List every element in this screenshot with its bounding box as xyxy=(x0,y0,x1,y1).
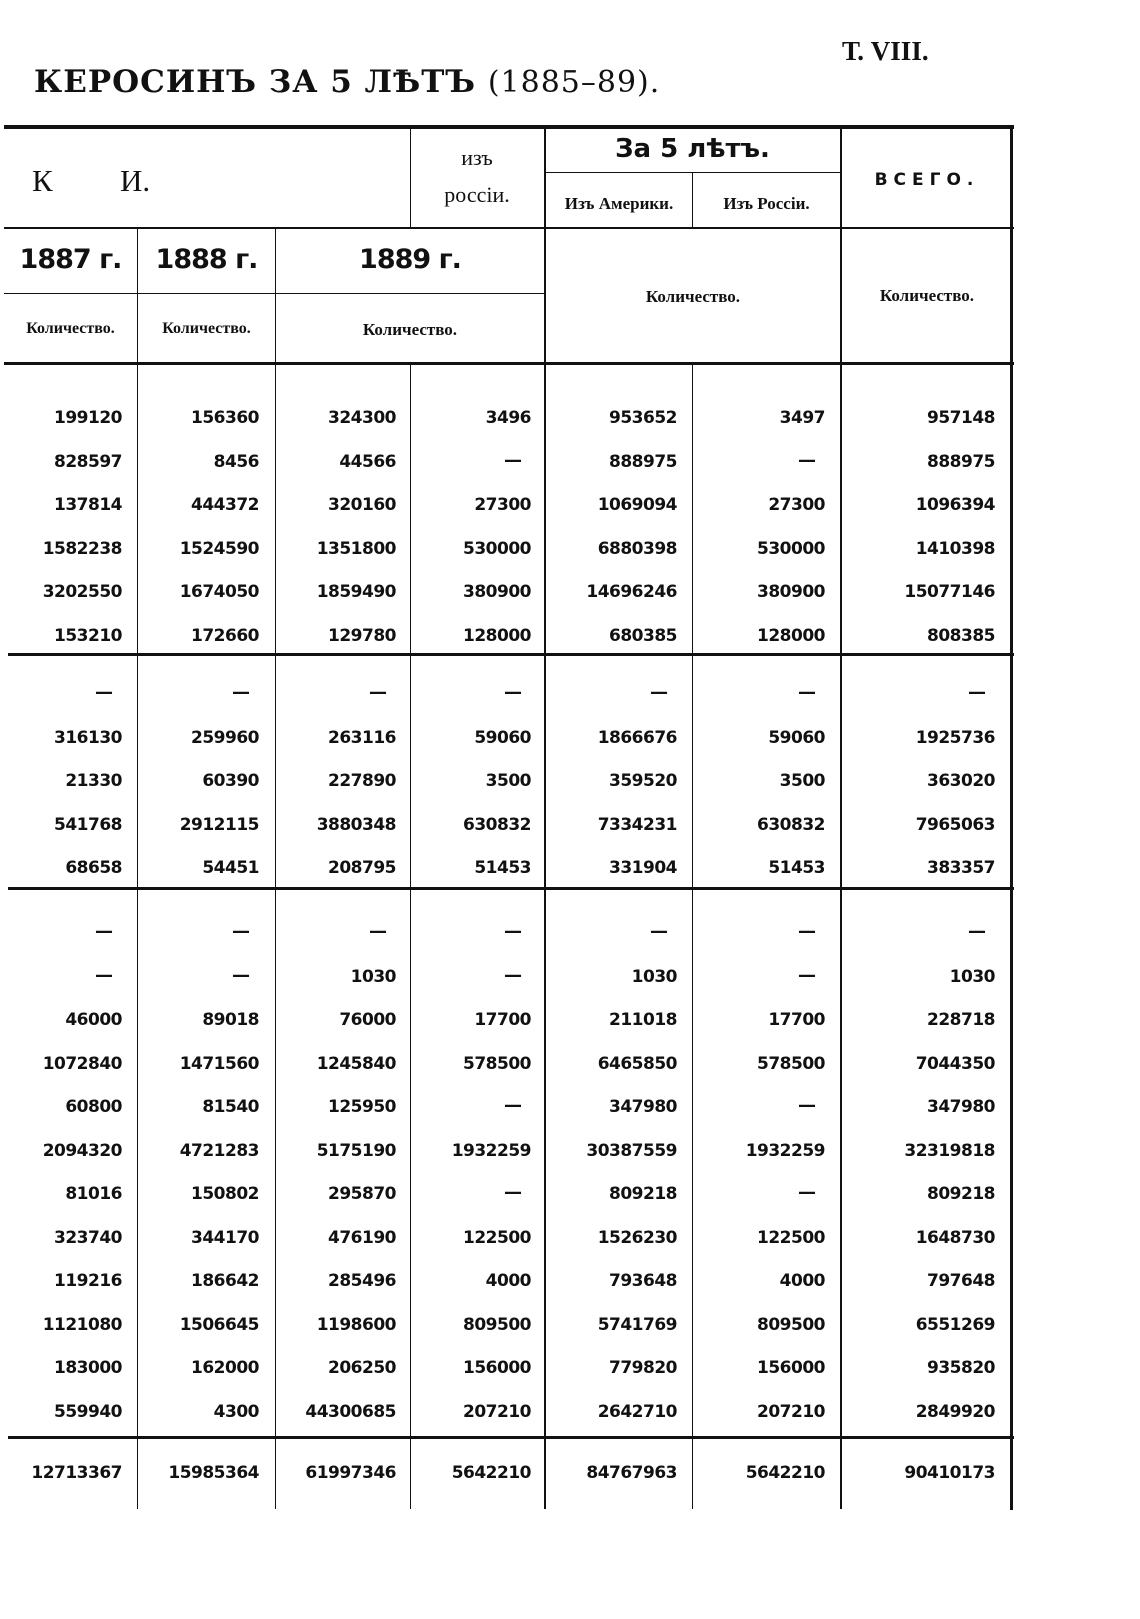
table-cell: 186642 xyxy=(191,1271,259,1291)
table-cell: — xyxy=(232,921,250,942)
table-cell: 81540 xyxy=(202,1097,259,1117)
table-cell: — xyxy=(798,1182,816,1203)
header-i: И. xyxy=(120,163,151,198)
table-cell: 206250 xyxy=(328,1358,396,1378)
table-cell: 44566 xyxy=(339,451,396,472)
table-cell: 530000 xyxy=(463,538,531,559)
table-cell: — xyxy=(650,921,668,942)
table-cell: 1524590 xyxy=(179,538,259,559)
table-cell: 1198600 xyxy=(316,1314,396,1335)
table-cell: 227890 xyxy=(328,771,396,791)
table-cell: 128000 xyxy=(757,625,825,646)
header-year-1887: 1887 г. xyxy=(19,244,122,275)
table-cell: 295870 xyxy=(328,1184,396,1204)
header-qty-1888: Количество. xyxy=(162,320,251,337)
table-cell: 1030 xyxy=(350,966,396,987)
table-cell: 54451 xyxy=(202,858,259,878)
table-cell: 1582238 xyxy=(42,538,122,559)
table-cell: 7965063 xyxy=(915,814,995,835)
table-cell: 1648730 xyxy=(915,1227,995,1248)
header-qty-1887: Количество. xyxy=(26,320,115,337)
table-header-rule xyxy=(4,227,1014,229)
title-main: КЕРОСИНЪ ЗА 5 ЛѢТЪ xyxy=(34,64,477,100)
table-cell: 46000 xyxy=(65,1010,122,1030)
table-cell: 380900 xyxy=(757,582,825,602)
table-cell: 81016 xyxy=(65,1184,122,1204)
table-cell: 30387559 xyxy=(586,1140,677,1161)
table-cell: 125950 xyxy=(328,1097,396,1117)
table-cell: 7334231 xyxy=(597,814,677,835)
table-cell: 129780 xyxy=(328,625,396,646)
table-cell: 793648 xyxy=(609,1271,677,1291)
total-cell: 61997346 xyxy=(305,1463,396,1483)
table-cell: 809500 xyxy=(757,1314,825,1335)
table-cell: 122500 xyxy=(757,1227,825,1248)
table-head-bottom-rule xyxy=(4,362,1014,365)
table-cell: 44300685 xyxy=(305,1401,396,1422)
section-rule-1 xyxy=(8,653,1014,656)
table-cell: 809218 xyxy=(609,1184,677,1204)
header-year-1888: 1888 г. xyxy=(155,244,258,275)
table-cell: 3500 xyxy=(485,771,531,791)
table-cell: 21330 xyxy=(65,771,122,791)
table-cell: 1030 xyxy=(949,966,995,987)
table-cell: 119216 xyxy=(54,1271,122,1291)
header-from-russia-2: россіи. xyxy=(444,182,510,207)
table-cell: 15077146 xyxy=(904,582,995,602)
table-cell: 1030 xyxy=(631,966,677,987)
table-cell: — xyxy=(504,921,522,942)
header-from-russia-sub: Изъ Россіи. xyxy=(723,194,810,213)
table-cell: 172660 xyxy=(191,625,259,646)
table-cell: 8456 xyxy=(213,451,259,472)
table-cell: 137814 xyxy=(54,495,122,515)
table-cell: — xyxy=(504,964,522,986)
table-cell: 1410398 xyxy=(915,538,995,559)
table-cell: 363020 xyxy=(927,771,995,791)
table-cell: — xyxy=(798,682,816,703)
header-total: ВСЕГО. xyxy=(874,170,980,190)
table-cell: 380900 xyxy=(463,582,531,602)
header-qty-5-years: Количество. xyxy=(645,287,741,306)
table-cell: — xyxy=(232,682,250,703)
table-cell: 344170 xyxy=(191,1227,259,1248)
table-cell: — xyxy=(650,682,668,703)
table-cell: 228718 xyxy=(927,1010,995,1030)
table-cell: 6551269 xyxy=(915,1314,995,1335)
header-for-5-years: За 5 лѣтъ. xyxy=(615,134,770,164)
table-cell: — xyxy=(504,1182,522,1203)
table-cell: 680385 xyxy=(609,625,677,646)
table-cell: 578500 xyxy=(757,1053,825,1074)
total-cell: 15985364 xyxy=(168,1463,259,1483)
table-cell: 27300 xyxy=(768,495,825,515)
table-right-rule xyxy=(1010,125,1013,1510)
table-cell: 828597 xyxy=(54,451,122,472)
header-qty-total: Количество. xyxy=(879,286,975,305)
table-cell: — xyxy=(95,682,113,703)
table-cell: 1932259 xyxy=(745,1140,825,1161)
table-cell: 1096394 xyxy=(915,495,995,515)
table-cell: 630832 xyxy=(463,814,531,835)
table-cell: 156000 xyxy=(463,1358,531,1378)
table-cell: 1351800 xyxy=(316,538,396,559)
total-cell: 84767963 xyxy=(586,1463,677,1483)
table-cell: 444372 xyxy=(191,495,259,515)
table-cell: 27300 xyxy=(474,495,531,515)
table-cell: 122500 xyxy=(463,1227,531,1248)
table-cell: 541768 xyxy=(54,814,122,835)
table-cell: — xyxy=(369,682,387,703)
table-cell: 1121080 xyxy=(42,1314,122,1335)
table-cell: 1526230 xyxy=(597,1227,677,1248)
col-line-5b xyxy=(692,365,693,1509)
table-cell: 207210 xyxy=(463,1401,531,1422)
table-cell: 6465850 xyxy=(597,1053,677,1074)
table-cell: — xyxy=(232,964,250,986)
header-year-1889: 1889 г. xyxy=(359,244,461,275)
table-cell: 808385 xyxy=(927,625,995,646)
table-cell: — xyxy=(504,449,522,471)
table-cell: 324300 xyxy=(328,408,396,428)
table-cell: 530000 xyxy=(757,538,825,559)
table-cell: 1932259 xyxy=(451,1140,531,1161)
header-k: К xyxy=(32,163,53,198)
table-cell: 809218 xyxy=(927,1184,995,1204)
table-cell: 331904 xyxy=(609,858,677,878)
table-cell: 76000 xyxy=(339,1010,396,1030)
col-line-3 xyxy=(410,129,411,229)
table-cell: 4000 xyxy=(779,1271,825,1291)
table-cell: 60800 xyxy=(65,1097,122,1117)
table-cell: 1506645 xyxy=(179,1314,259,1335)
table-cell: 957148 xyxy=(927,408,995,428)
table-cell: 285496 xyxy=(328,1271,396,1291)
table-cell: — xyxy=(369,921,387,942)
total-cell: 5642210 xyxy=(451,1463,531,1483)
total-cell: 12713367 xyxy=(31,1463,122,1483)
table-cell: — xyxy=(504,1095,522,1116)
table-cell: 1866676 xyxy=(597,727,677,748)
table-cell: 183000 xyxy=(54,1358,122,1378)
page-title xyxy=(34,64,660,100)
table-cell: — xyxy=(968,921,986,942)
table-cell: 1925736 xyxy=(915,727,995,748)
totals-rule xyxy=(8,1436,1014,1439)
table-cell: 809500 xyxy=(463,1314,531,1335)
table-cell: 2094320 xyxy=(42,1140,122,1161)
table-cell: 1069094 xyxy=(597,495,677,515)
table-cell: 7044350 xyxy=(915,1053,995,1074)
table-cell: 935820 xyxy=(927,1358,995,1378)
table-cell: 1674050 xyxy=(179,582,259,602)
table-cell: 207210 xyxy=(757,1401,825,1422)
table-cell: 2849920 xyxy=(915,1401,995,1422)
table-cell: 153210 xyxy=(54,625,122,646)
table-cell: 3880348 xyxy=(316,814,396,835)
table-cell: 59060 xyxy=(768,727,825,748)
table-cell: 3496 xyxy=(485,408,531,428)
table-cell: 347980 xyxy=(609,1097,677,1117)
table-cell: — xyxy=(798,1095,816,1116)
total-cell: 90410173 xyxy=(904,1463,995,1483)
table-cell: 1072840 xyxy=(42,1053,122,1074)
title-years: (1885–89). xyxy=(487,65,661,100)
table-cell: 199120 xyxy=(54,408,122,428)
table-cell: 383357 xyxy=(927,858,995,878)
table-cell: 150802 xyxy=(191,1184,259,1204)
table-cell: 2642710 xyxy=(597,1401,677,1422)
table-cell: 211018 xyxy=(609,1010,677,1030)
total-cell: 5642210 xyxy=(745,1463,825,1483)
table-cell: 51453 xyxy=(474,858,531,878)
table-cell: 888975 xyxy=(927,451,995,472)
table-cell: 888975 xyxy=(609,451,677,472)
table-cell: 320160 xyxy=(328,495,396,515)
table-cell: 3202550 xyxy=(42,582,122,602)
table-cell: 259960 xyxy=(191,727,259,748)
table-cell: 263116 xyxy=(328,727,396,748)
section-rule-2 xyxy=(8,887,1014,890)
table-cell: 17700 xyxy=(474,1010,531,1030)
col-line-3b xyxy=(410,365,411,1509)
table-top-rule xyxy=(4,125,1014,129)
header-from-america: Изъ Америки. xyxy=(564,194,674,213)
table-cell: 476190 xyxy=(328,1227,396,1248)
header-qty-1889: Количество. xyxy=(362,320,458,339)
table-cell: 630832 xyxy=(757,814,825,835)
table-cell: — xyxy=(95,964,113,986)
table-cell: — xyxy=(798,449,816,471)
table-cell: 156000 xyxy=(757,1358,825,1378)
table-cell: 578500 xyxy=(463,1053,531,1074)
table-cell: 2912115 xyxy=(179,814,259,835)
table-cell: 559940 xyxy=(54,1401,122,1422)
table-cell: 51453 xyxy=(768,858,825,878)
table-cell: 60390 xyxy=(202,771,259,791)
table-cell: 162000 xyxy=(191,1358,259,1378)
table-cell: 347980 xyxy=(927,1097,995,1117)
table-cell: 32319818 xyxy=(904,1140,995,1161)
table-cell: — xyxy=(504,682,522,703)
table-cell: 59060 xyxy=(474,727,531,748)
table-cell: — xyxy=(968,682,986,703)
table-cell: 128000 xyxy=(463,625,531,646)
table-cell: 5741769 xyxy=(597,1314,677,1335)
table-cell: 3497 xyxy=(779,408,825,428)
page-id: Т. VIII. xyxy=(842,36,929,66)
table-cell: 14696246 xyxy=(586,582,677,602)
table-cell: 17700 xyxy=(768,1010,825,1030)
table-cell: — xyxy=(798,921,816,942)
table-cell: 779820 xyxy=(609,1358,677,1378)
table-cell: 1859490 xyxy=(316,582,396,602)
table-cell: 4721283 xyxy=(179,1140,259,1161)
table-cell: 208795 xyxy=(328,858,396,878)
table-cell: 953652 xyxy=(609,408,677,428)
table-cell: 5175190 xyxy=(316,1140,396,1161)
table-cell: 1471560 xyxy=(179,1053,259,1074)
table-cell: 3500 xyxy=(779,771,825,791)
table-cell: 1245840 xyxy=(316,1053,396,1074)
table-cell: 316130 xyxy=(54,727,122,748)
table-cell: 4300 xyxy=(213,1401,259,1422)
table-cell: 4000 xyxy=(485,1271,531,1291)
table-cell: — xyxy=(798,964,816,986)
table-cell: 6880398 xyxy=(597,538,677,559)
table-cell: 68658 xyxy=(65,858,122,878)
table-cell: 323740 xyxy=(54,1227,122,1248)
table-cell: 797648 xyxy=(927,1271,995,1291)
table-cell: — xyxy=(95,921,113,942)
table-cell: 89018 xyxy=(202,1010,259,1030)
header-from-russia-1: изъ xyxy=(461,145,493,170)
table-cell: 156360 xyxy=(191,408,259,428)
year-subrule xyxy=(4,293,544,294)
table-cell: 359520 xyxy=(609,771,677,791)
